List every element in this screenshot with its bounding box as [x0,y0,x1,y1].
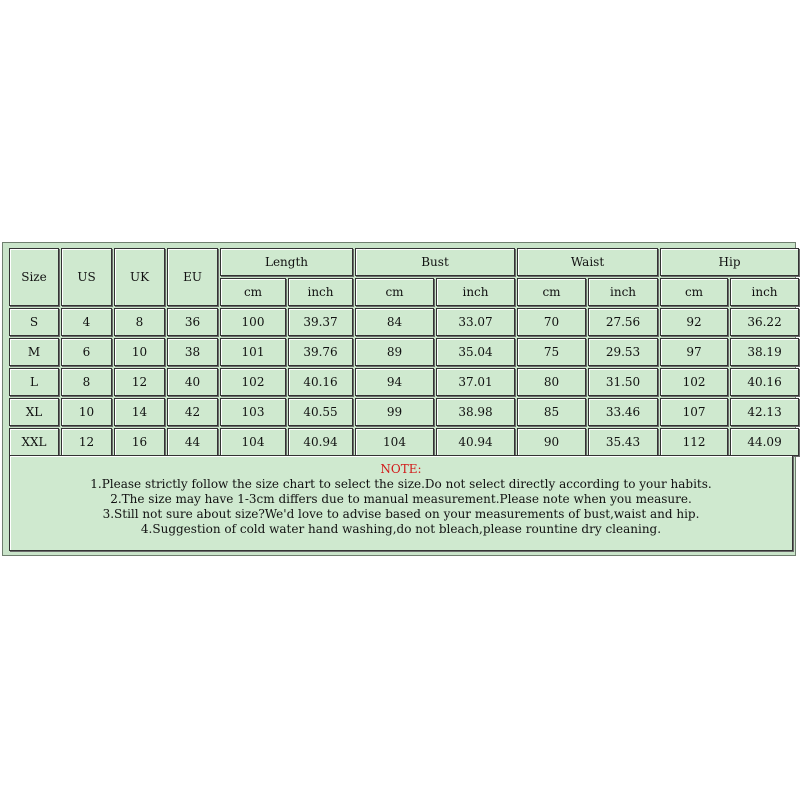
cell-us: 10 [61,398,112,426]
cell-hip-cm: 92 [660,308,728,336]
note-title: NOTE: [380,462,422,476]
cell-hip-inch: 38.19 [730,338,799,366]
cell-waist-inch: 29.53 [588,338,658,366]
cell-eu: 38 [167,338,218,366]
header-row-1 [9,248,799,276]
cell-size: M [9,338,59,366]
header-size: Size [9,248,59,306]
cell-hip-cm: 112 [660,428,728,456]
cell-waist-inch: 31.50 [588,368,658,396]
note-line: 2.The size may have 1-3cm differs due to manual measurement.Please note when you measure. [110,492,692,506]
size-chart-table [7,246,800,458]
cell-us: 4 [61,308,112,336]
cell-us: 12 [61,428,112,456]
table-row [9,338,799,366]
cell-bust-cm: 104 [355,428,434,456]
header-us: US [61,248,112,306]
note-line: 1.Please strictly follow the size chart to select the size.Do not select directly according to your habits. [90,477,712,491]
cell-length-cm: 100 [220,308,286,336]
cell-hip-inch: 44.09 [730,428,799,456]
cell-uk: 8 [114,308,165,336]
cell-us: 8 [61,368,112,396]
cell-length-cm: 102 [220,368,286,396]
note-line: 3.Still not sure about size?We'd love to advise based on your measurements of bust,waist and hip. [102,507,700,521]
cell-bust-inch: 35.04 [436,338,515,366]
cell-eu: 40 [167,368,218,396]
cell-eu: 36 [167,308,218,336]
cell-length-cm: 101 [220,338,286,366]
table-row [9,398,799,426]
cell-length-cm: 104 [220,428,286,456]
header-hip-inch: inch [730,278,799,306]
cell-bust-cm: 99 [355,398,434,426]
cell-uk: 12 [114,368,165,396]
cell-hip-cm: 107 [660,398,728,426]
cell-hip-inch: 36.22 [730,308,799,336]
cell-bust-inch: 40.94 [436,428,515,456]
header-eu: EU [167,248,218,306]
cell-length-inch: 40.55 [288,398,353,426]
header-hip: Hip [660,248,799,276]
cell-eu: 44 [167,428,218,456]
cell-size: XXL [9,428,59,456]
cell-waist-cm: 75 [517,338,586,366]
cell-length-inch: 40.16 [288,368,353,396]
cell-size: XL [9,398,59,426]
header-waist-cm: cm [517,278,586,306]
header-length: Length [220,248,353,276]
header-bust: Bust [355,248,515,276]
cell-uk: 16 [114,428,165,456]
cell-waist-cm: 85 [517,398,586,426]
table-row [9,428,799,456]
cell-length-cm: 103 [220,398,286,426]
note-line: 4.Suggestion of cold water hand washing,do not bleach,please rountine dry cleaning. [140,522,662,536]
cell-hip-cm: 97 [660,338,728,366]
cell-waist-cm: 80 [517,368,586,396]
cell-bust-inch: 37.01 [436,368,515,396]
header-length-cm: cm [220,278,286,306]
cell-length-inch: 40.94 [288,428,353,456]
header-bust-inch: inch [436,278,515,306]
header-waist: Waist [517,248,658,276]
cell-us: 6 [61,338,112,366]
cell-bust-inch: 38.98 [436,398,515,426]
cell-hip-inch: 40.16 [730,368,799,396]
header-uk: UK [114,248,165,306]
cell-bust-cm: 94 [355,368,434,396]
header-waist-inch: inch [588,278,658,306]
header-bust-cm: cm [355,278,434,306]
cell-uk: 14 [114,398,165,426]
cell-bust-cm: 89 [355,338,434,366]
size-chart-panel [2,242,796,556]
cell-bust-inch: 33.07 [436,308,515,336]
cell-hip-inch: 42.13 [730,398,799,426]
cell-bust-cm: 84 [355,308,434,336]
cell-eu: 42 [167,398,218,426]
table-row [9,308,799,336]
cell-size: L [9,368,59,396]
cell-length-inch: 39.37 [288,308,353,336]
cell-waist-cm: 90 [517,428,586,456]
notes-box [9,455,793,551]
header-length-inch: inch [288,278,353,306]
cell-waist-inch: 27.56 [588,308,658,336]
cell-length-inch: 39.76 [288,338,353,366]
cell-waist-inch: 33.46 [588,398,658,426]
cell-size: S [9,308,59,336]
header-hip-cm: cm [660,278,728,306]
cell-waist-cm: 70 [517,308,586,336]
cell-waist-inch: 35.43 [588,428,658,456]
cell-hip-cm: 102 [660,368,728,396]
table-row [9,368,799,396]
cell-uk: 10 [114,338,165,366]
